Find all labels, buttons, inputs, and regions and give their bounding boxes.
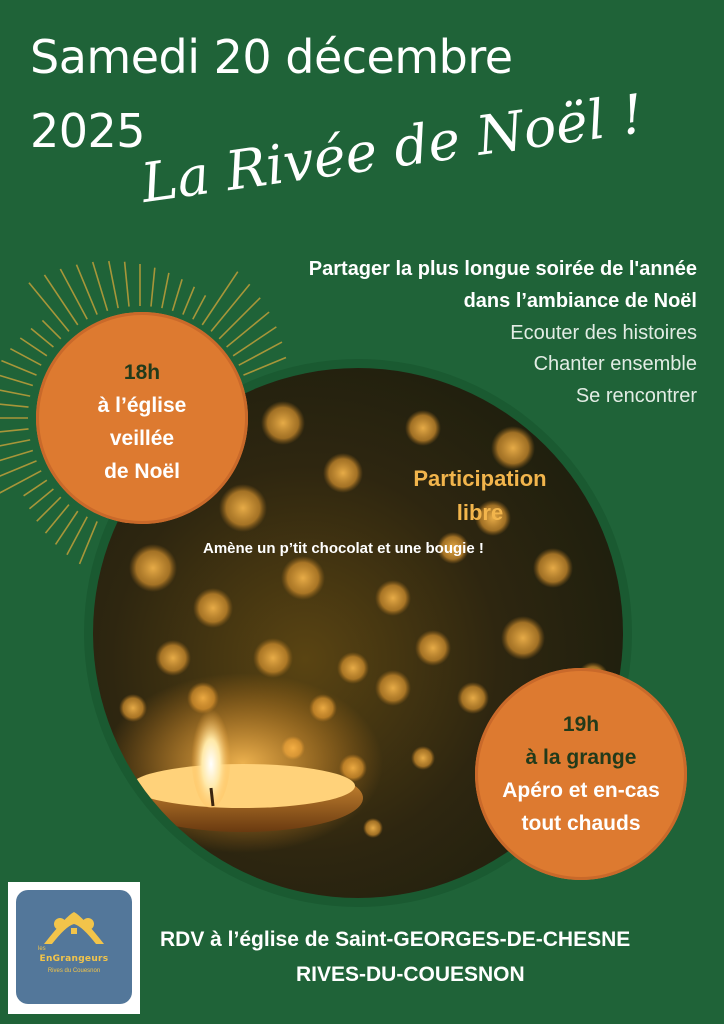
barn-place: à la grange bbox=[525, 746, 637, 769]
engrangeurs-logo bbox=[8, 882, 140, 1014]
event-year: 2025 bbox=[30, 104, 146, 158]
activity-stories: Ecouter des histoires bbox=[510, 322, 697, 344]
candle-wax bbox=[131, 764, 355, 808]
activity-singing: Chanter ensemble bbox=[533, 353, 697, 375]
participation-label bbox=[392, 462, 568, 530]
activity-meeting: Se rencontrer bbox=[575, 385, 697, 407]
intro-line-1: Partager la plus longue soirée de l'année bbox=[308, 258, 697, 280]
barn-event-line2: tout chauds bbox=[521, 812, 641, 835]
logo-brand: EnGrangeurs bbox=[39, 954, 109, 964]
logo-subtitle: Rives du Couesnon bbox=[47, 968, 101, 974]
participation-line2: libre bbox=[456, 500, 504, 525]
church-place: à l’église bbox=[97, 394, 187, 417]
intro-line-2: dans l’ambiance de Noël bbox=[463, 290, 697, 312]
event-date: Samedi 20 décembre bbox=[30, 30, 513, 84]
candle-wick bbox=[211, 788, 213, 806]
bring-note: Amène un p’tit chocolat et une bougie ! bbox=[203, 540, 484, 557]
church-event-line2: de Noël bbox=[104, 460, 180, 483]
church-time: 18h bbox=[123, 361, 161, 384]
event-title: La Rivée de Noël ! bbox=[137, 82, 648, 216]
badge-barn bbox=[475, 668, 687, 880]
church-event-line1: veillée bbox=[109, 427, 175, 450]
barn-event-line1: Apéro et en-cas bbox=[502, 779, 660, 802]
two-figures-roof-icon bbox=[8, 882, 140, 1014]
venue-town: RIVES-DU-COUESNON bbox=[296, 963, 525, 986]
badge-church bbox=[36, 312, 248, 524]
participation-line1: Participation bbox=[413, 466, 547, 491]
logo-small-text: les bbox=[38, 946, 46, 952]
barn-time: 19h bbox=[562, 713, 600, 736]
venue-line: RDV à l’église de Saint-GEORGES-DE-CHESNE bbox=[160, 928, 631, 951]
